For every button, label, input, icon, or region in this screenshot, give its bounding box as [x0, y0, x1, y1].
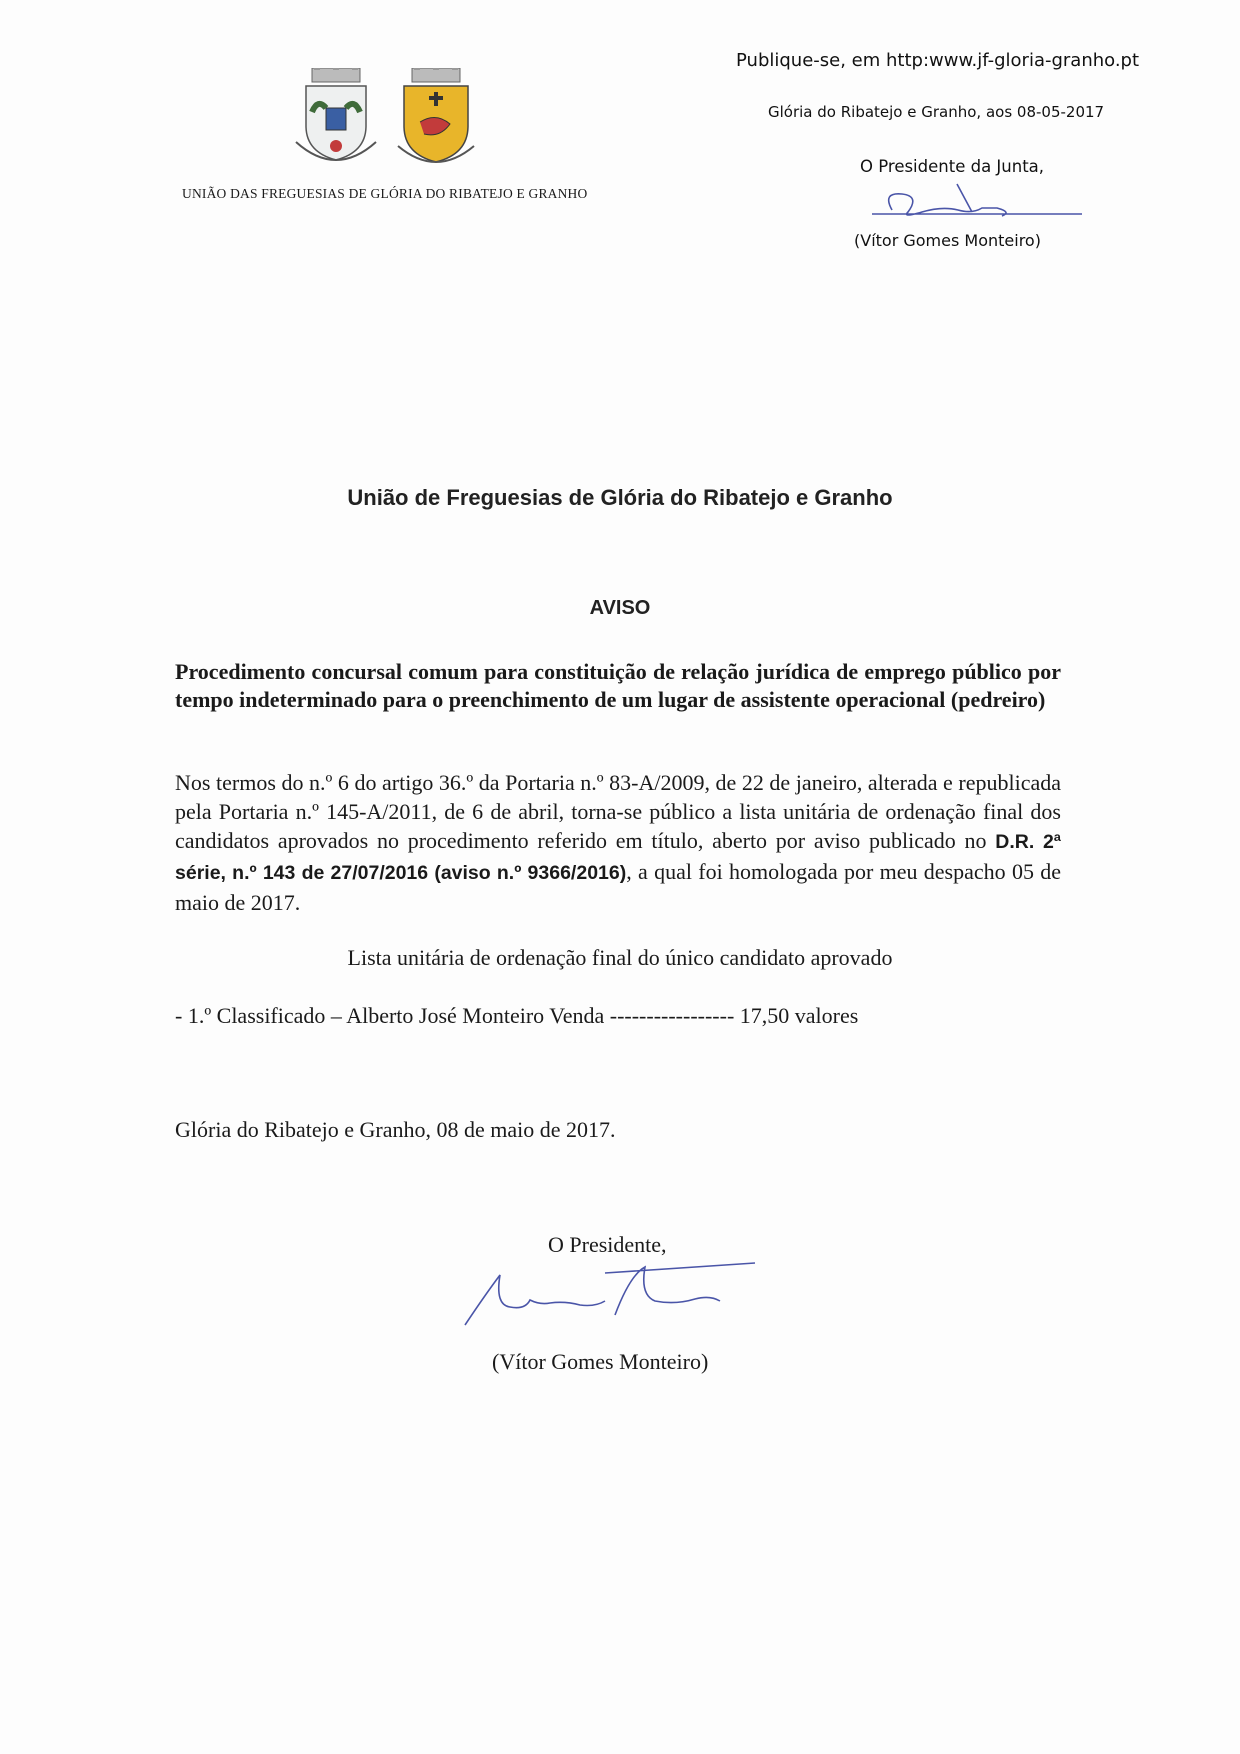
classified-entry: - 1.º Classificado – Alberto José Monteiro Venda ----------------- 17,50 valores — [175, 1003, 859, 1028]
publish-line: Publique-se, em http:www.jf-gloria-granho.pt — [736, 50, 1140, 71]
header-place-date: Glória do Ribatejo e Granho, aos 08-05-2017 — [768, 103, 1105, 121]
paragraph-text-1: Nos termos do n.º 6 do artigo 36.º da Portaria n.º 83-A/2009, de 22 de janeiro, alterada e republicada pela Portaria n.º 145-A/2011, de 6 de abril, torna-se público a lista unitária de ordenação final dos candidatos aprovados no procedimento referido em título, aberto por aviso publicado no — [175, 770, 1061, 853]
closing-date: Glória do Ribatejo e Granho, 08 de maio de 2017. — [175, 1117, 616, 1142]
crests-logo — [290, 68, 490, 168]
notice-title: AVISO — [589, 597, 651, 619]
list-title: Lista unitária de ordenação final do único candidato aprovado — [347, 945, 893, 970]
notice-subject: Procedimento concursal comum para constituição de relação jurídica de emprego público por tempo indeterminado para o preenchimento de um lugar de assistente operacional (pedreiro) — [175, 659, 1061, 712]
gloria-crest-icon — [290, 68, 382, 168]
header-president-name: (Vítor Gomes Monteiro) — [854, 231, 1041, 250]
president-title: O Presidente, — [548, 1232, 667, 1257]
president-name: (Vítor Gomes Monteiro) — [492, 1349, 709, 1374]
president-signature-icon — [455, 1255, 765, 1335]
notice-paragraph — [175, 768, 1061, 917]
org-title: União de Freguesias de Glória do Ribatejo e Granho — [347, 485, 893, 510]
paragraph-bold-reference: D.R. 2ª série, n.º 143 de 27/07/2016 (aviso n.º 9366/2016) — [175, 831, 1062, 884]
header-president-title: O Presidente da Junta, — [860, 157, 1045, 176]
small-signature-icon — [862, 182, 1082, 222]
union-name: UNIÃO DAS FREGUESIAS DE GLÓRIA DO RIBATEJO E GRANHO — [182, 186, 588, 201]
paragraph-text-2: , a qual foi homologada por meu despacho 05 de maio de 2017. — [175, 859, 1061, 915]
granho-crest-icon — [390, 68, 482, 168]
